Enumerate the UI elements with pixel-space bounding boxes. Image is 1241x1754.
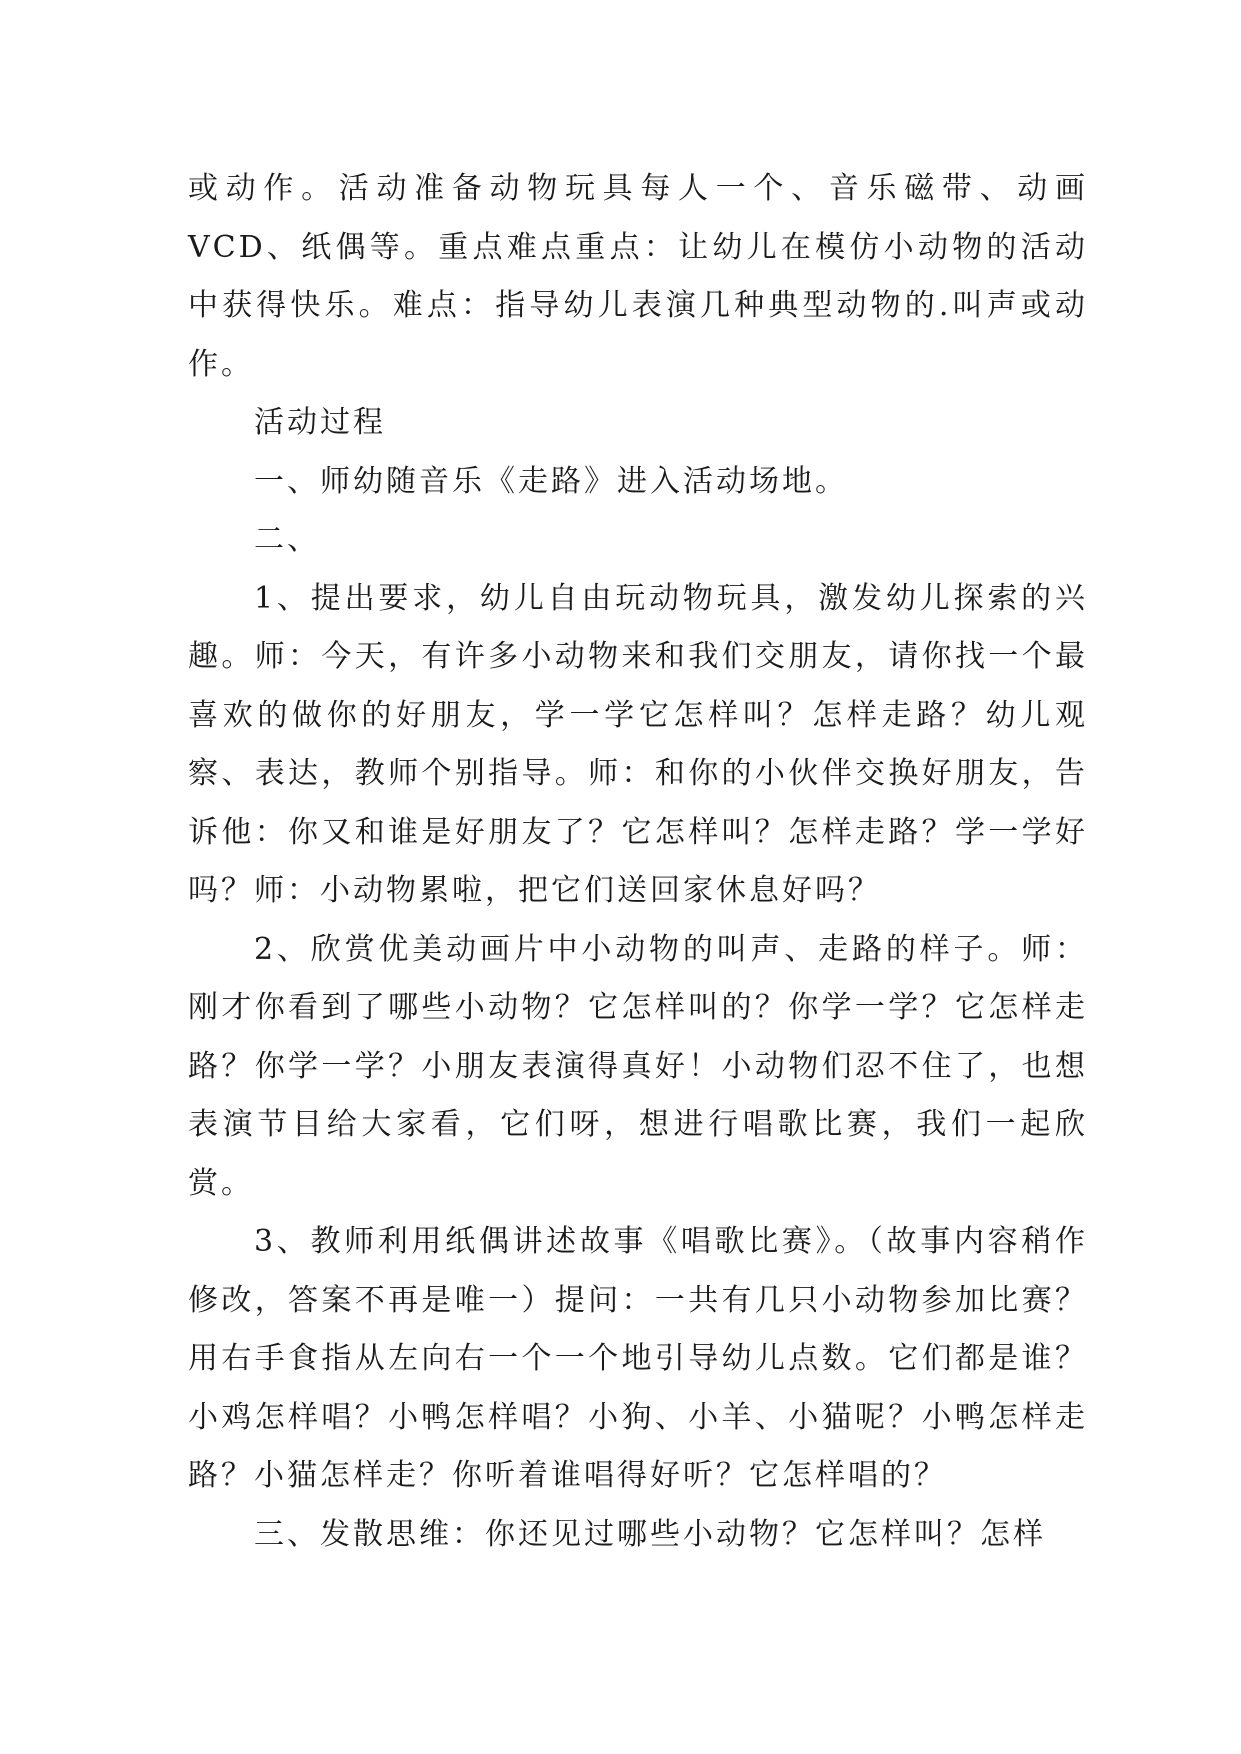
paragraph-step-two-heading: 二、 [254, 522, 320, 557]
paragraph-intro: 或动作。活动准备动物玩具每人一个、音乐磁带、动画VCD、纸偶等。重点难点重点：让幼儿在模仿小动物的活动中获得快乐。难点：指导幼儿表演几种典型动物的.叫声或动作。 [188, 171, 1088, 382]
paragraph-step-two-2: 2、欣赏优美动画片中小动物的叫声、走路的样子。师：刚才你看到了哪些小动物？它怎样叫的？你学一学？它怎样走路？你学一学？小朋友表演得真好！小动物们忍不住了，也想表演节目给大家看，它们呀，想进行唱歌比赛，我们一起欣赏。 [188, 931, 1088, 1201]
heading-activity-process: 活动过程 [254, 405, 386, 440]
document-body [188, 160, 1088, 1564]
paragraph-step-one: 一、师幼随音乐《走路》进入活动场地。 [254, 463, 848, 499]
paragraph-step-two-3: 3、教师利用纸偶讲述故事《唱歌比赛》。（故事内容稍作修改，答案不再是唯一）提问：一共有几只小动物参加比赛？用右手食指从左向右一个一个地引导幼儿点数。它们都是谁？小鸡怎样唱？小鸭怎样唱？小狗、小羊、小猫呢？小鸭怎样走路？小猫怎样走？你听着谁唱得好听？它怎样唱的？ [188, 1224, 1088, 1493]
paragraph-step-three: 三、发散思维：你还见过哪些小动物？它怎样叫？怎样 [254, 1516, 1046, 1552]
paragraph-step-two-1: 1、提出要求，幼儿自由玩动物玩具，激发幼儿探索的兴趣。师：今天，有许多小动物来和我们交朋友，请你找一个最喜欢的做你的好朋友，学一学它怎样叫？怎样走路？幼儿观察、表达，教师个别指导。师：和你的小伙伴交换好朋友，告诉他：你又和谁是好朋友了？它怎样叫？怎样走路？学一学好吗？师：小动物累啦，把它们送回家休息好吗？ [188, 580, 1088, 908]
